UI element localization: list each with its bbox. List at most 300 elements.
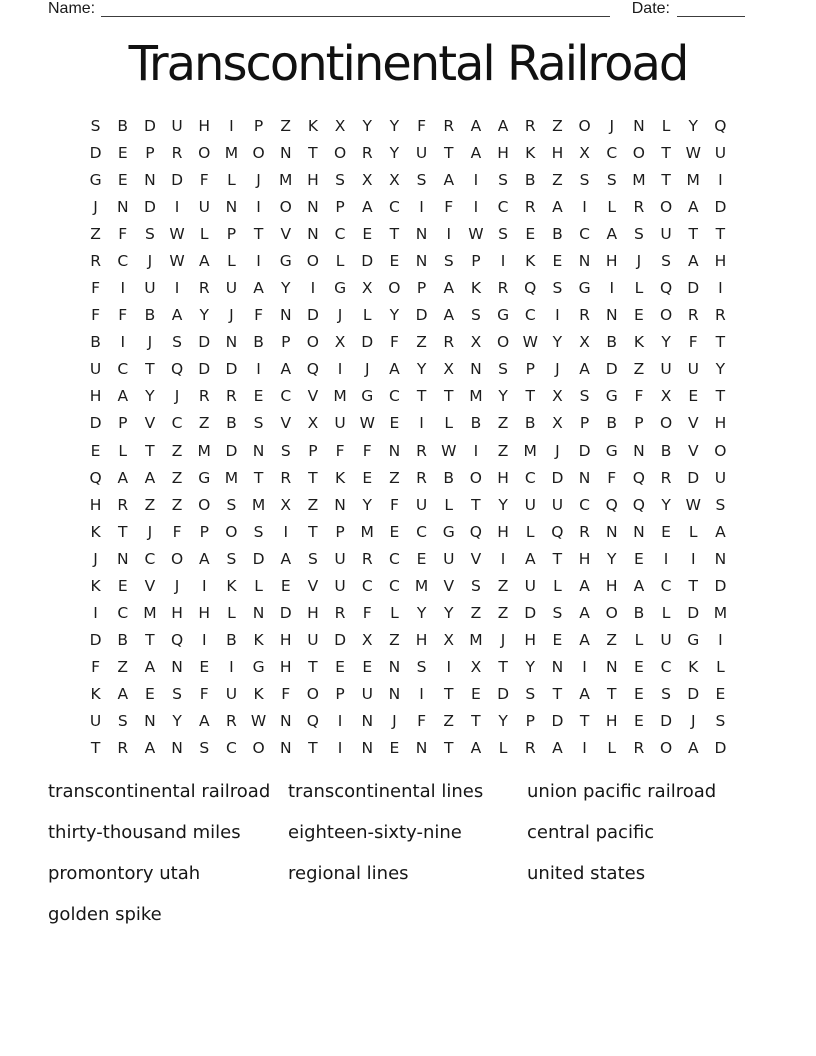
grid-letter-r21c11: E bbox=[362, 658, 373, 677]
grid-letter-r14c1: Q bbox=[89, 468, 102, 487]
grid-letter-r2c19: X bbox=[579, 143, 590, 162]
grid-letter-r20c12: Z bbox=[389, 631, 400, 650]
grid-letter-r8c4: A bbox=[171, 306, 183, 325]
grid-letter-r19c15: Z bbox=[470, 604, 482, 623]
word-list-item: golden spike bbox=[48, 904, 162, 925]
grid-letter-r1c24: Q bbox=[714, 116, 727, 135]
grid-letter-r11c8: C bbox=[280, 387, 292, 406]
grid-letter-r15c14: L bbox=[444, 495, 454, 514]
grid-letter-r18c8: E bbox=[280, 576, 291, 595]
grid-letter-r16c1: K bbox=[90, 522, 101, 541]
grid-letter-r17c15: V bbox=[470, 549, 482, 568]
grid-letter-r18c18: L bbox=[553, 576, 562, 595]
grid-letter-r22c24: E bbox=[715, 685, 726, 704]
grid-letter-r9c21: K bbox=[633, 333, 644, 352]
grid-letter-r3c10: S bbox=[335, 170, 345, 189]
grid-letter-r22c16: D bbox=[497, 685, 510, 704]
grid-letter-r17c24: N bbox=[714, 549, 727, 568]
grid-letter-r20c17: H bbox=[524, 631, 537, 650]
grid-letter-r1c16: A bbox=[497, 116, 509, 135]
grid-letter-r5c19: C bbox=[579, 224, 590, 243]
grid-letter-r18c22: C bbox=[660, 576, 672, 595]
grid-letter-r14c18: D bbox=[551, 468, 564, 487]
grid-letter-r18c16: Z bbox=[497, 576, 509, 595]
grid-letter-r24c15: A bbox=[470, 739, 482, 758]
grid-letter-r11c11: G bbox=[361, 387, 374, 406]
grid-letter-r19c17: D bbox=[524, 604, 537, 623]
grid-letter-r8c2: F bbox=[118, 306, 128, 325]
grid-letter-r15c18: U bbox=[551, 495, 564, 514]
grid-letter-r24c21: R bbox=[633, 739, 645, 758]
grid-letter-r20c5: I bbox=[201, 631, 207, 650]
grid-letter-r15c6: S bbox=[226, 495, 237, 514]
grid-letter-r13c3: T bbox=[145, 441, 155, 460]
grid-letter-r23c14: Z bbox=[443, 712, 455, 731]
page-title: Transcontinental Railroad bbox=[128, 36, 688, 92]
grid-letter-r15c11: Y bbox=[362, 495, 372, 514]
grid-letter-r17c13: E bbox=[416, 549, 427, 568]
grid-letter-r3c5: F bbox=[199, 170, 209, 189]
grid-letter-r15c4: Z bbox=[171, 495, 183, 514]
grid-letter-r6c2: C bbox=[117, 251, 129, 270]
grid-letter-r16c24: A bbox=[715, 522, 726, 541]
word-list-item: united states bbox=[527, 863, 646, 884]
grid-letter-r12c8: V bbox=[280, 414, 292, 433]
grid-letter-r1c4: U bbox=[171, 116, 183, 135]
grid-letter-r17c10: U bbox=[334, 549, 346, 568]
grid-letter-r1c1: S bbox=[90, 116, 101, 135]
grid-letter-r21c21: E bbox=[634, 658, 644, 677]
grid-letter-r14c5: G bbox=[198, 468, 211, 487]
grid-letter-r12c6: B bbox=[226, 414, 237, 433]
grid-letter-r1c22: L bbox=[661, 116, 671, 135]
grid-letter-r1c11: Y bbox=[362, 116, 372, 135]
grid-letter-r5c23: T bbox=[688, 224, 698, 243]
grid-letter-r12c10: U bbox=[334, 414, 346, 433]
grid-letter-r9c6: N bbox=[225, 333, 238, 352]
grid-letter-r2c23: W bbox=[685, 143, 701, 162]
grid-letter-r13c13: R bbox=[416, 441, 427, 460]
grid-letter-r4c17: R bbox=[524, 197, 536, 216]
grid-letter-r13c10: F bbox=[335, 441, 345, 460]
grid-letter-r24c5: S bbox=[199, 739, 210, 758]
word-column-1 bbox=[48, 779, 270, 943]
grid-letter-r10c4: Q bbox=[170, 360, 184, 379]
grid-letter-r4c5: U bbox=[198, 197, 210, 216]
grid-letter-r7c9: I bbox=[310, 279, 316, 298]
grid-letter-r18c5: I bbox=[201, 576, 207, 595]
grid-letter-r20c20: Z bbox=[606, 631, 618, 650]
grid-letter-r19c2: C bbox=[117, 604, 129, 623]
name-label: Name: bbox=[48, 0, 96, 17]
grid-letter-r12c19: P bbox=[579, 414, 590, 433]
grid-letter-r20c1: D bbox=[89, 631, 102, 650]
grid-letter-r24c22: O bbox=[659, 739, 673, 758]
grid-letter-r9c23: F bbox=[688, 333, 698, 352]
grid-letter-r9c18: Y bbox=[552, 333, 563, 352]
word-list-item: thirty-thousand miles bbox=[48, 822, 241, 843]
grid-letter-r8c13: D bbox=[415, 306, 428, 325]
grid-letter-r12c9: X bbox=[307, 414, 319, 433]
grid-letter-r16c15: Q bbox=[469, 522, 482, 541]
grid-letter-r22c6: U bbox=[225, 685, 238, 704]
grid-letter-r22c11: U bbox=[361, 685, 373, 704]
grid-letter-r12c4: C bbox=[171, 414, 183, 433]
grid-letter-r8c3: B bbox=[144, 306, 156, 325]
grid-letter-r18c15: S bbox=[470, 576, 481, 595]
grid-letter-r22c17: S bbox=[525, 685, 536, 704]
grid-letter-r14c16: H bbox=[497, 468, 509, 487]
grid-letter-r21c14: I bbox=[446, 658, 452, 677]
grid-letter-r21c19: I bbox=[582, 658, 587, 677]
grid-letter-r22c7: K bbox=[253, 685, 264, 704]
grid-letter-r17c11: R bbox=[361, 549, 373, 568]
grid-letter-r10c8: A bbox=[280, 360, 292, 379]
grid-letter-r12c1: D bbox=[89, 414, 102, 433]
grid-letter-r7c11: X bbox=[361, 279, 373, 298]
grid-letter-r15c2: R bbox=[117, 495, 129, 514]
grid-letter-r19c12: L bbox=[390, 604, 399, 623]
grid-letter-r7c7: A bbox=[253, 279, 264, 298]
grid-letter-r8c18: I bbox=[555, 306, 560, 325]
grid-letter-r3c19: S bbox=[579, 170, 590, 189]
grid-letter-r8c6: J bbox=[229, 306, 234, 325]
grid-letter-r9c3: J bbox=[147, 333, 153, 352]
grid-letter-r15c12: F bbox=[389, 495, 399, 514]
grid-letter-r9c5: D bbox=[198, 333, 211, 352]
grid-letter-r8c7: F bbox=[254, 306, 264, 325]
grid-letter-r13c18: J bbox=[555, 441, 560, 460]
grid-letter-r13c22: B bbox=[660, 441, 672, 460]
grid-letter-r20c6: B bbox=[226, 631, 237, 650]
grid-letter-r9c10: X bbox=[334, 333, 346, 352]
grid-letter-r10c1: U bbox=[89, 360, 102, 379]
grid-letter-r21c10: E bbox=[335, 658, 345, 677]
grid-letter-r15c1: H bbox=[89, 495, 102, 514]
grid-letter-r6c6: L bbox=[227, 251, 236, 270]
grid-letter-r5c17: E bbox=[525, 224, 536, 243]
grid-letter-r5c15: W bbox=[468, 224, 484, 243]
grid-letter-r5c8: V bbox=[280, 224, 292, 243]
grid-letter-r6c19: N bbox=[578, 251, 591, 270]
grid-letter-r24c17: R bbox=[524, 739, 536, 758]
grid-letter-r13c4: Z bbox=[171, 441, 183, 460]
grid-letter-r19c6: L bbox=[227, 604, 236, 623]
name-date-header bbox=[48, 0, 745, 17]
date-fill-in-line bbox=[677, 1, 745, 17]
grid-letter-r17c20: Y bbox=[607, 549, 617, 568]
grid-letter-r4c16: C bbox=[497, 197, 509, 216]
grid-letter-r17c2: N bbox=[116, 549, 129, 568]
grid-letter-r3c21: M bbox=[632, 170, 646, 189]
grid-letter-r20c7: K bbox=[253, 631, 264, 650]
grid-letter-r12c17: B bbox=[524, 414, 536, 433]
word-list-item: transcontinental railroad bbox=[48, 781, 271, 802]
grid-letter-r12c24: H bbox=[714, 414, 727, 433]
grid-letter-r20c19: A bbox=[579, 631, 590, 650]
grid-letter-r7c23: D bbox=[687, 279, 700, 298]
grid-letter-r8c9: D bbox=[306, 306, 319, 325]
word-list-item: union pacific railroad bbox=[527, 781, 717, 802]
grid-letter-r1c5: H bbox=[198, 116, 211, 135]
grid-letter-r14c4: Z bbox=[171, 468, 183, 487]
grid-letter-r15c15: T bbox=[471, 495, 481, 514]
grid-letter-r11c10: M bbox=[333, 387, 347, 406]
word-search-grid bbox=[82, 112, 734, 762]
grid-letter-r14c13: R bbox=[416, 468, 427, 487]
grid-letter-r6c12: E bbox=[389, 251, 400, 270]
grid-letter-r23c22: D bbox=[660, 712, 673, 731]
grid-letter-r6c15: P bbox=[471, 251, 481, 270]
grid-letter-r20c16: J bbox=[500, 631, 506, 650]
grid-letter-r23c9: Q bbox=[306, 712, 319, 731]
grid-letter-r5c6: P bbox=[226, 224, 237, 243]
grid-letter-r1c2: B bbox=[117, 116, 129, 135]
word-list-item: eighteen-sixty-nine bbox=[288, 822, 462, 843]
grid-letter-r8c14: A bbox=[443, 306, 455, 325]
grid-letter-r10c5: D bbox=[198, 360, 211, 379]
grid-letter-r24c13: N bbox=[415, 739, 428, 758]
grid-letter-r19c16: Z bbox=[497, 604, 509, 623]
grid-letter-r4c15: I bbox=[473, 197, 479, 216]
grid-letter-r14c12: Z bbox=[389, 468, 400, 487]
grid-letter-r11c4: J bbox=[174, 387, 180, 406]
grid-letter-r7c6: U bbox=[225, 279, 238, 298]
grid-letter-r21c23: K bbox=[688, 658, 699, 677]
grid-letter-r24c2: R bbox=[117, 739, 129, 758]
grid-letter-r2c21: O bbox=[632, 143, 645, 162]
grid-letter-r3c24: I bbox=[718, 170, 723, 189]
grid-letter-r5c2: F bbox=[118, 224, 128, 243]
grid-letter-r15c24: S bbox=[715, 495, 726, 514]
grid-letter-r22c13: I bbox=[419, 685, 424, 704]
grid-letter-r19c3: M bbox=[143, 604, 157, 623]
grid-letter-r2c20: C bbox=[606, 143, 618, 162]
grid-letter-r10c23: U bbox=[687, 360, 699, 379]
grid-letter-r3c22: T bbox=[661, 170, 671, 189]
grid-letter-r9c1: B bbox=[90, 333, 101, 352]
grid-letter-r16c13: C bbox=[416, 522, 427, 541]
grid-letter-r9c15: X bbox=[470, 333, 482, 352]
grid-letter-r24c16: L bbox=[498, 739, 508, 758]
grid-letter-r3c23: M bbox=[686, 170, 700, 189]
grid-letter-r12c16: Z bbox=[497, 414, 509, 433]
grid-letter-r1c3: D bbox=[143, 116, 156, 135]
grid-letter-r22c22: S bbox=[661, 685, 671, 704]
grid-letter-r2c11: R bbox=[361, 143, 373, 162]
grid-letter-r11c2: A bbox=[117, 387, 129, 406]
grid-letter-r1c7: P bbox=[253, 116, 264, 135]
grid-letter-r10c21: Z bbox=[633, 360, 645, 379]
grid-letter-r24c9: T bbox=[308, 739, 318, 758]
grid-letter-r15c21: Q bbox=[632, 495, 645, 514]
grid-letter-r21c5: E bbox=[199, 658, 210, 677]
grid-letter-r18c9: V bbox=[307, 576, 319, 595]
grid-letter-r13c7: N bbox=[252, 441, 265, 460]
grid-letter-r2c10: O bbox=[333, 143, 347, 162]
grid-letter-r10c9: Q bbox=[306, 360, 319, 379]
grid-letter-r3c1: G bbox=[89, 170, 102, 189]
grid-letter-r22c14: T bbox=[444, 685, 454, 704]
grid-letter-r4c23: A bbox=[687, 197, 699, 216]
grid-letter-r21c2: Z bbox=[117, 658, 129, 677]
grid-letter-r9c4: S bbox=[172, 333, 182, 352]
grid-letter-r10c19: A bbox=[579, 360, 590, 379]
grid-letter-r15c22: Y bbox=[661, 495, 671, 514]
grid-letter-r5c1: Z bbox=[90, 224, 101, 243]
grid-letter-r23c5: A bbox=[198, 712, 210, 731]
grid-letter-r20c24: I bbox=[718, 631, 723, 650]
grid-letter-r2c9: T bbox=[308, 143, 318, 162]
grid-letter-r10c17: P bbox=[525, 360, 535, 379]
grid-letter-r24c20: L bbox=[607, 739, 617, 758]
grid-letter-r3c13: S bbox=[416, 170, 427, 189]
grid-letter-r18c1: K bbox=[90, 576, 101, 595]
grid-letter-r9c2: I bbox=[120, 333, 126, 352]
grid-letter-r12c15: B bbox=[470, 414, 482, 433]
grid-letter-r3c20: S bbox=[606, 170, 617, 189]
grid-letter-r15c8: X bbox=[280, 495, 292, 514]
grid-letter-r23c15: T bbox=[471, 712, 481, 731]
grid-letter-r16c20: N bbox=[605, 522, 618, 541]
grid-letter-r16c12: E bbox=[389, 522, 400, 541]
grid-letter-r23c18: D bbox=[551, 712, 564, 731]
grid-letter-r5c20: A bbox=[606, 224, 618, 243]
grid-letter-r22c2: A bbox=[117, 685, 129, 704]
grid-letter-r4c6: N bbox=[225, 197, 238, 216]
grid-letter-r6c20: H bbox=[605, 251, 618, 270]
grid-letter-r21c24: L bbox=[716, 658, 725, 677]
grid-letter-r6c21: J bbox=[636, 251, 642, 270]
grid-letter-r4c12: C bbox=[388, 197, 400, 216]
grid-letter-r12c7: S bbox=[253, 414, 264, 433]
grid-letter-r16c3: J bbox=[147, 522, 153, 541]
grid-letter-r6c1: R bbox=[90, 251, 101, 270]
grid-letter-r3c4: D bbox=[171, 170, 184, 189]
grid-letter-r7c20: I bbox=[609, 279, 615, 298]
grid-letter-r14c9: T bbox=[308, 468, 318, 487]
grid-letter-r13c21: N bbox=[633, 441, 645, 460]
name-fill-in-line bbox=[101, 1, 610, 17]
grid-letter-r2c22: T bbox=[661, 143, 671, 162]
grid-letter-r9c8: P bbox=[281, 333, 291, 352]
grid-letter-r20c3: T bbox=[145, 631, 155, 650]
grid-letter-r12c14: L bbox=[444, 414, 454, 433]
grid-letter-r5c11: E bbox=[362, 224, 373, 243]
grid-letter-r18c19: A bbox=[579, 576, 590, 595]
grid-letter-r4c11: A bbox=[361, 197, 373, 216]
grid-letter-r23c6: R bbox=[226, 712, 237, 731]
grid-letter-r13c24: O bbox=[714, 441, 727, 460]
grid-letter-r18c14: V bbox=[443, 576, 455, 595]
grid-letter-r19c11: F bbox=[362, 604, 372, 623]
grid-letter-r20c21: L bbox=[634, 631, 644, 650]
grid-letter-r3c3: N bbox=[144, 170, 156, 189]
grid-letter-r5c21: S bbox=[633, 224, 644, 243]
grid-letter-r16c21: N bbox=[633, 522, 645, 541]
grid-letter-r6c9: O bbox=[306, 251, 319, 270]
grid-letter-r12c12: E bbox=[389, 414, 400, 433]
grid-letter-r16c22: E bbox=[661, 522, 671, 541]
grid-letter-r10c7: I bbox=[256, 360, 261, 379]
grid-letter-r8c10: J bbox=[337, 306, 343, 325]
grid-letter-r2c6: M bbox=[224, 143, 239, 162]
word-list-item: promontory utah bbox=[48, 863, 201, 884]
grid-letter-r22c10: P bbox=[335, 685, 345, 704]
grid-letter-r5c13: N bbox=[415, 224, 428, 243]
grid-letter-r11c16: Y bbox=[498, 387, 508, 406]
grid-letter-r4c21: R bbox=[633, 197, 645, 216]
grid-letter-r21c15: X bbox=[470, 658, 482, 677]
grid-letter-r5c3: S bbox=[144, 224, 155, 243]
grid-letter-r20c8: H bbox=[279, 631, 292, 650]
grid-letter-r2c13: U bbox=[415, 143, 428, 162]
grid-letter-r21c12: N bbox=[388, 658, 401, 677]
grid-letter-r17c12: C bbox=[388, 549, 400, 568]
grid-letter-r23c20: H bbox=[605, 712, 618, 731]
grid-letter-r8c15: S bbox=[470, 306, 481, 325]
grid-letter-r18c2: E bbox=[117, 576, 128, 595]
grid-letter-r8c11: L bbox=[362, 306, 372, 325]
grid-letter-r19c4: H bbox=[171, 604, 183, 623]
grid-letter-r23c10: I bbox=[337, 712, 343, 731]
grid-letter-r11c1: H bbox=[89, 387, 102, 406]
grid-letter-r20c4: Q bbox=[170, 631, 184, 650]
grid-letter-r20c22: U bbox=[660, 631, 672, 650]
grid-letter-r24c8: N bbox=[279, 739, 292, 758]
grid-letter-r19c8: D bbox=[279, 604, 292, 623]
grid-letter-r13c20: G bbox=[605, 441, 618, 460]
grid-letter-r18c10: U bbox=[334, 576, 346, 595]
grid-letter-r7c12: O bbox=[388, 279, 401, 298]
grid-letter-r23c21: E bbox=[634, 712, 644, 731]
grid-letter-r7c19: G bbox=[578, 279, 591, 298]
grid-letter-r12c5: Z bbox=[198, 414, 210, 433]
grid-letter-r9c19: X bbox=[579, 333, 590, 352]
grid-letter-r10c10: I bbox=[337, 360, 343, 379]
grid-letter-r1c20: J bbox=[609, 116, 615, 135]
grid-letter-r2c17: K bbox=[525, 143, 536, 162]
grid-letter-r5c10: C bbox=[334, 224, 346, 243]
grid-letter-r22c21: E bbox=[634, 685, 644, 704]
grid-letter-r12c11: W bbox=[359, 414, 375, 433]
grid-letter-r10c18: J bbox=[555, 360, 560, 379]
grid-letter-r12c18: X bbox=[552, 414, 563, 433]
grid-letter-r3c16: S bbox=[498, 170, 508, 189]
grid-letter-r2c15: A bbox=[470, 143, 482, 162]
grid-letter-r23c3: N bbox=[144, 712, 156, 731]
grid-letter-r21c18: N bbox=[551, 658, 564, 677]
grid-letter-r9c24: T bbox=[715, 333, 726, 352]
grid-letter-r9c16: O bbox=[496, 333, 510, 352]
grid-letter-r15c13: U bbox=[415, 495, 428, 514]
grid-letter-r5c12: T bbox=[389, 224, 400, 243]
grid-letter-r7c5: R bbox=[198, 279, 210, 298]
grid-letter-r13c9: P bbox=[308, 441, 318, 460]
grid-letter-r10c24: Y bbox=[715, 360, 726, 379]
grid-letter-r2c5: O bbox=[198, 143, 211, 162]
grid-letter-r14c14: B bbox=[443, 468, 455, 487]
grid-letter-r22c12: N bbox=[388, 685, 401, 704]
grid-letter-r17c1: J bbox=[93, 549, 98, 568]
grid-letter-r1c23: Y bbox=[688, 116, 698, 135]
grid-letter-r22c19: A bbox=[579, 685, 590, 704]
grid-letter-r23c13: F bbox=[417, 712, 427, 731]
grid-letter-r9c22: Y bbox=[661, 333, 671, 352]
grid-letter-r19c19: A bbox=[579, 604, 590, 623]
grid-letter-r16c8: I bbox=[283, 522, 289, 541]
grid-letter-r10c6: D bbox=[225, 360, 238, 379]
